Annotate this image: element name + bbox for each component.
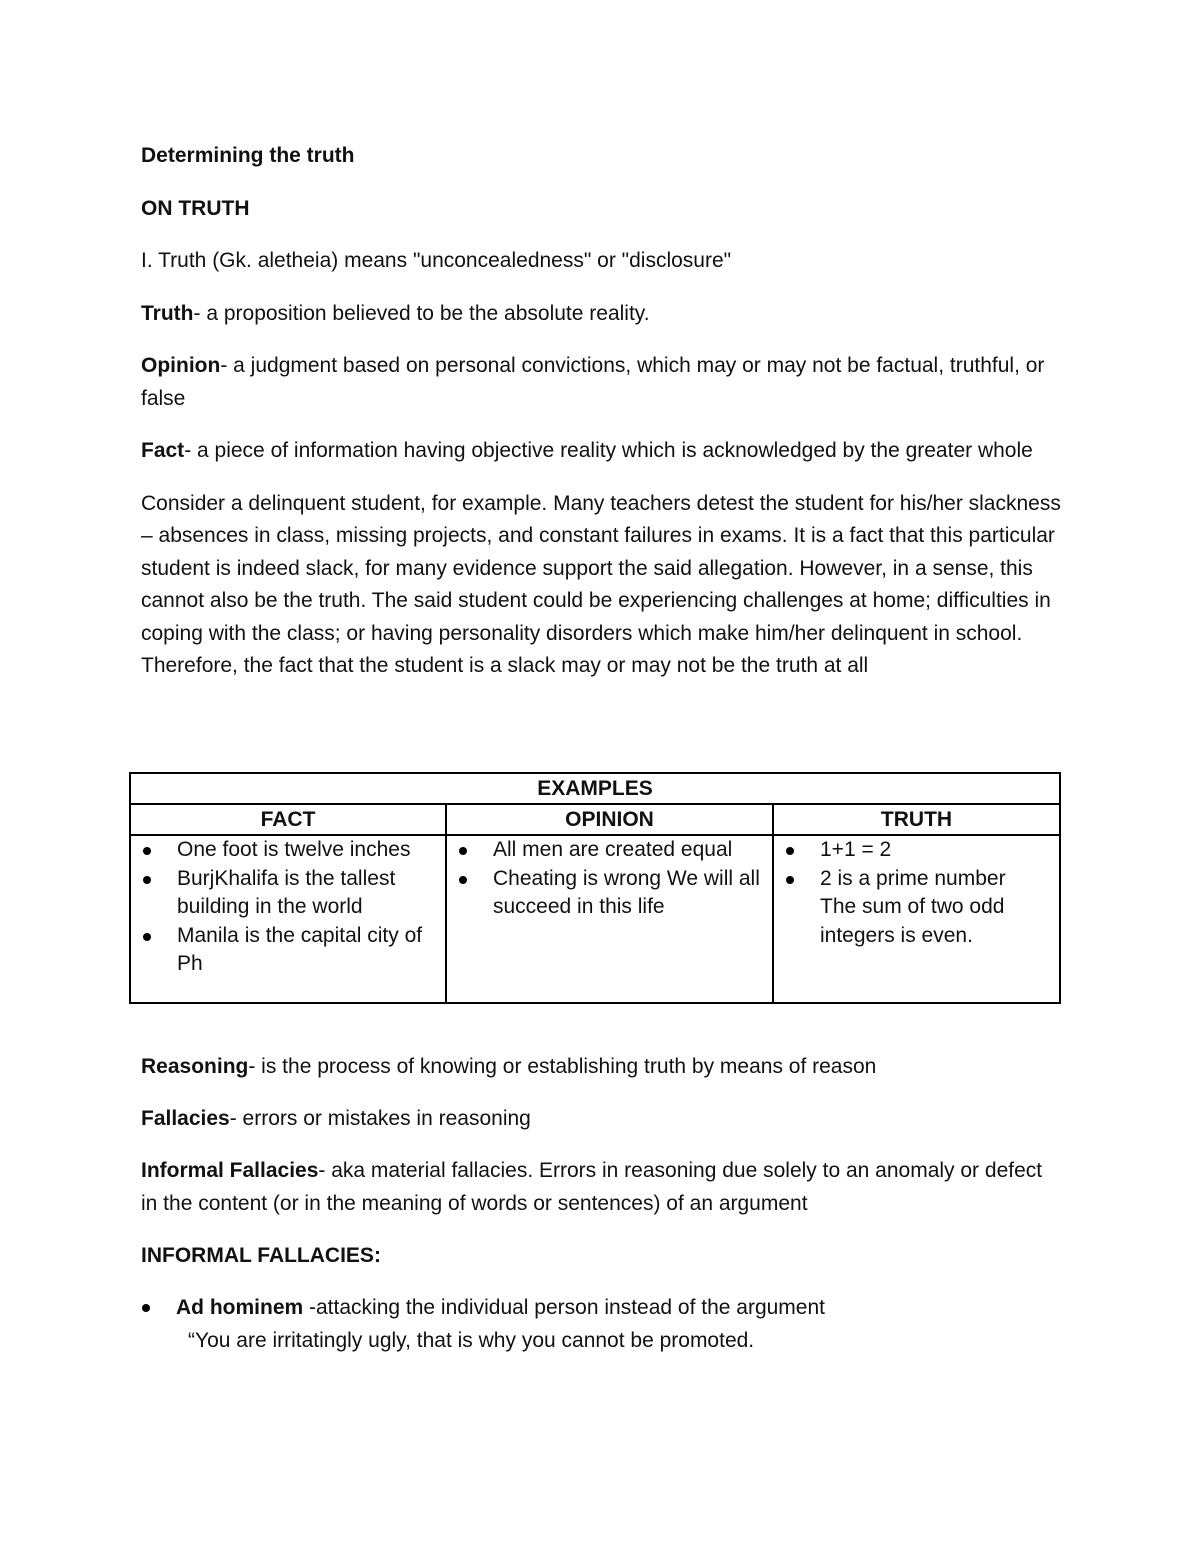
list-item [141, 1291, 1061, 1357]
truth-cell [773, 835, 1060, 1003]
informal-fallacies-heading: INFORMAL FALLACIES: [141, 1244, 381, 1267]
list-item-text: Manila is the capital city of Ph [177, 923, 423, 975]
definition-text: - errors or mistakes in reasoning [229, 1107, 531, 1130]
definition-term: Truth [141, 301, 194, 325]
bullet-icon [459, 847, 467, 855]
definition-text: - a proposition believed to be the absolute reality. [193, 301, 650, 325]
truth-list [774, 836, 1059, 893]
definition-term: Informal Fallacies [141, 1159, 319, 1182]
fallacy-list [141, 1291, 1061, 1357]
fact-cell [130, 835, 446, 1003]
definition-informal-fallacies [141, 1154, 1061, 1220]
fallacy-term: Ad hominem [176, 1296, 304, 1319]
definition-text: - aka material fallacies. Errors in reasoning due solely to an anomaly or defect in the content (or in the meaning of words or sentences) of an argument [141, 1159, 1043, 1215]
definition-term: Fallacies [141, 1107, 230, 1130]
list-item-text: BurjKhalifa is the tallest building in the world [177, 866, 396, 918]
definition-fallacies [141, 1102, 1061, 1135]
definition-opinion [141, 350, 1061, 415]
document-title: Determining the truth [141, 144, 355, 167]
example-paragraph: Consider a delinquent student, for example. Many teachers detest the student for his/her slackness – absences in class, missing projects, and constant failures in exams. It is a fact that this particular student is indeed slack, for many evidence support the said allegation. However, in a sense, this cannot also be the truth. The said student could be experiencing challenges at home; difficulties in coping with the class; or having personality disorders which make him/her delinquent in school. Therefore, the fact that the student is a slack may or may not be the truth at all [141, 491, 1061, 677]
definition-term: Reasoning [141, 1055, 249, 1078]
column-header-fact: FACT [130, 804, 446, 835]
definition-text: - a piece of information having objective reality which is acknowledged by the greater whole [184, 439, 1033, 462]
list-item [774, 865, 1059, 894]
column-header-truth: TRUTH [773, 804, 1060, 835]
bullet-icon [142, 1304, 150, 1312]
definition-truth [141, 298, 1061, 331]
table-title: EXAMPLES [130, 773, 1060, 804]
list-item [774, 836, 1059, 865]
bullet-icon [786, 847, 794, 855]
upper-content [141, 140, 1061, 703]
truth-continuation-text: The sum of two odd integers is even. [820, 895, 1005, 947]
section-heading: ON TRUTH [141, 196, 250, 220]
list-item-text: One foot is twelve inches [177, 838, 411, 861]
list-item [447, 865, 772, 922]
list-item [131, 836, 445, 865]
bullet-icon [143, 847, 151, 855]
list-item [447, 836, 772, 865]
fallacy-example: “You are irritatingly ugly, that is why you cannot be promoted. [188, 1329, 755, 1352]
list-item-text: All men are created equal [493, 838, 733, 861]
examples-table [129, 772, 1061, 1004]
definition-text: - a judgment based on personal convictions, which may or may not be factual, truthful, or false [141, 354, 1045, 410]
definition-term: Fact [141, 439, 185, 462]
list-item [131, 922, 445, 979]
examples-table-container [129, 772, 1059, 1004]
column-header-opinion: OPINION [446, 804, 773, 835]
definition-text: - is the process of knowing or establishing truth by means of reason [248, 1055, 877, 1078]
fact-list [131, 836, 445, 979]
definition-reasoning [141, 1050, 1061, 1083]
list-item-text: 1+1 = 2 [820, 838, 892, 861]
bullet-icon [143, 933, 151, 941]
list-item-text: Cheating is wrong We will all succeed in this life [493, 866, 760, 918]
lower-content [141, 1050, 1061, 1357]
bullet-icon [143, 876, 151, 884]
bullet-icon [459, 876, 467, 884]
definition-fact [141, 435, 1061, 468]
fallacy-text: -attacking the individual person instead of the argument [303, 1296, 825, 1319]
list-item-text: 2 is a prime number [820, 866, 1006, 890]
list-item [131, 865, 445, 922]
bullet-icon [786, 876, 794, 884]
definition-term: Opinion [141, 354, 221, 377]
opinion-cell [446, 835, 773, 1003]
opinion-list [447, 836, 772, 922]
truth-intro: I. Truth (Gk. aletheia) means "unconcealedness" or "disclosure" [141, 249, 732, 272]
